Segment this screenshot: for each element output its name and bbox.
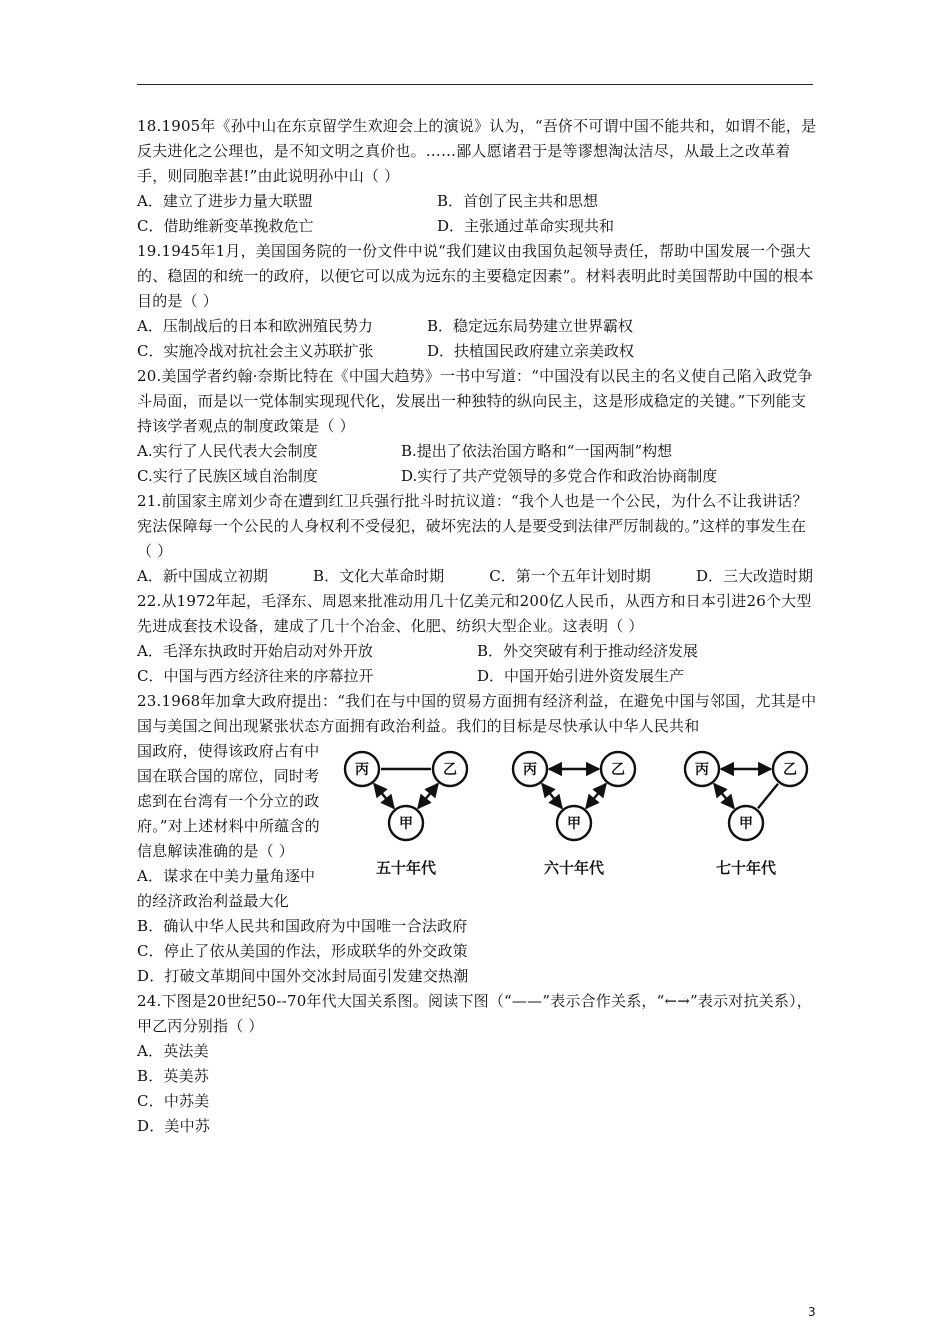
option-c[interactable]: C．借助维新变革挽救危亡 — [137, 217, 314, 235]
option-row — [137, 339, 817, 364]
option-a[interactable]: A．谋求在中美力量角逐中的经济政治利益最大化 — [137, 867, 316, 910]
option-d[interactable]: D．主张通过革命实现共和 — [437, 217, 615, 235]
option-d[interactable]: D．扶植国民政府建立亲美政权 — [427, 342, 635, 360]
panel-caption: 七十年代 — [715, 859, 777, 877]
option-row — [137, 189, 817, 214]
node-label: 丙 — [523, 762, 537, 778]
option-c[interactable]: C.实行了民族区域自治制度 — [137, 467, 318, 485]
confrontation-arrow — [418, 784, 438, 809]
option-d[interactable]: D．美中苏 — [137, 1117, 211, 1135]
option-a[interactable]: A．毛泽东执政时开始启动对外开放 — [137, 642, 373, 660]
page-content — [137, 114, 817, 1139]
node-label: 丙 — [355, 762, 369, 778]
relations-diagram — [330, 739, 797, 879]
option-d[interactable]: D．打破文革期间中国外交冰封局面引发建交热潮 — [137, 967, 469, 985]
question-stem: 21.前国家主席刘少奇在遭到红卫兵强行批斗时抗议道：“我个人也是一个公民，为什么不让我讲话？宪法保障每一个公民的人身权利不受侵犯，破坏宪法的人是要受到法律严厉制裁的。”这样的事发生在（ ） — [137, 492, 808, 560]
option-b[interactable]: B．外交突破有利于推动经济发展 — [477, 642, 699, 660]
option-b[interactable]: B.提出了依法治国方略和“一国两制”构想 — [401, 442, 673, 460]
node-label: 甲 — [399, 816, 413, 832]
option-a[interactable]: A．建立了进步力量大联盟 — [137, 192, 313, 210]
node-label: 乙 — [611, 762, 625, 778]
question-stem: 24.下图是20世纪50--70年代大国关系图。阅读下图（“——”表示合作关系，“←→”表示对抗关系），甲乙丙分别指（ ） — [137, 992, 812, 1035]
panel-caption: 五十年代 — [375, 859, 437, 877]
panel-caption: 六十年代 — [543, 859, 605, 877]
option-b[interactable]: B．确认中华人民共和国政府为中国唯一合法政府 — [137, 917, 468, 935]
question-21 — [137, 489, 817, 589]
question-19 — [137, 239, 817, 364]
option-b[interactable]: B．稳定远东局势建立世界霸权 — [427, 317, 634, 335]
option-c[interactable]: C．中国与西方经济往来的序幕拉开 — [137, 667, 374, 685]
question-23 — [137, 689, 817, 989]
option-d[interactable]: D.实行了共产党领导的多党合作和政治协商制度 — [401, 467, 718, 485]
option-a[interactable]: A．英法美 — [137, 1042, 209, 1060]
diagram-panel — [513, 752, 635, 877]
node-label: 甲 — [739, 816, 753, 832]
option-c[interactable]: C．实施冷战对抗社会主义苏联扩张 — [137, 342, 374, 360]
confrontation-arrow — [714, 784, 734, 809]
option-c[interactable]: C．第一个五年计划时期 — [489, 567, 651, 585]
option-a[interactable]: A．新中国成立初期 — [137, 567, 268, 585]
question-stem-side: 国政府，使得该政府占有中国在联合国的席位，同时考虑到在台湾有一个分立的政府。”对上述材料中所蕴含的信息解读准确的是（ ） — [137, 742, 320, 860]
diagram-panel — [685, 752, 807, 877]
question-18 — [137, 114, 817, 239]
node-label: 乙 — [443, 762, 457, 778]
option-row — [137, 464, 817, 489]
header-rule — [137, 84, 813, 85]
node-label: 丙 — [695, 762, 709, 778]
question-22 — [137, 589, 817, 689]
node-label: 甲 — [567, 816, 581, 832]
option-row — [137, 314, 817, 339]
option-a[interactable]: A．压制战后的日本和欧洲殖民势力 — [137, 317, 373, 335]
question-20 — [137, 364, 817, 489]
question-stem: 19.1945年1月，美国国务院的一份文件中说“我们建议由我国负起领导责任，帮助中国发展一个强大的、稳固的和统一的政府，以便它可以成为远东的主要稳定因素”。材料表明此时美国帮助中国的根本目的是（ ） — [137, 242, 814, 310]
option-c[interactable]: C．中苏美 — [137, 1092, 210, 1110]
page-number: 3 — [808, 1305, 816, 1319]
option-row — [137, 214, 817, 239]
option-a[interactable]: A.实行了人民代表大会制度 — [137, 442, 318, 460]
option-row — [137, 564, 813, 589]
question-stem: 18.1905年《孙中山在东京留学生欢迎会上的演说》认为，“吾侪不可谓中国不能共和，如谓不能，是反夫进化之公理也，是不知文明之真价也。……鄙人愿诸君于是等谬想淘汰洁尽，从最上之改革着手，则同胞幸甚!”由此说明孙中山（ ） — [137, 117, 817, 185]
confrontation-arrow — [374, 784, 394, 809]
option-b[interactable]: B．文化大革命时期 — [313, 567, 445, 585]
node-label: 乙 — [783, 762, 797, 778]
diagram-panel — [345, 752, 467, 877]
option-row — [137, 664, 817, 689]
option-b[interactable]: B．首创了民主共和思想 — [437, 192, 599, 210]
confrontation-arrow — [586, 784, 606, 809]
question-stem: 20.美国学者约翰·奈斯比特在《中国大趋势》一书中写道：“中国没有以民主的名义使自己陷入政党争斗局面，而是以一党体制实现现代化，发展出一种独特的纵向民主，这是形成稳定的关键。”下列能支持该学者观点的制度政策是（ ） — [137, 367, 813, 435]
question-stem: 23.1968年加拿大政府提出：“我们在与中国的贸易方面拥有经济利益，在避免中国与邻国，尤其是中国与美国之间出现紧张状态方面拥有政治利益。我们的目标是尽快承认中华人民共和 — [137, 692, 817, 735]
option-d[interactable]: D．三大改造时期 — [695, 567, 813, 585]
option-row — [137, 639, 817, 664]
confrontation-arrow — [542, 784, 562, 809]
question-stem: 22.从1972年起，毛泽东、周恩来批准动用几十亿美元和200亿人民币，从西方和日本引进26个大型先进成套技术设备，建成了几十个冶金、化肥、纺织大型企业。这表明（ ） — [137, 592, 812, 635]
option-c[interactable]: C．停止了依从美国的作法，形成联华的外交政策 — [137, 942, 468, 960]
option-b[interactable]: B．英美苏 — [137, 1067, 210, 1085]
side-text — [137, 739, 321, 914]
cooperation-line — [758, 784, 778, 809]
question-24 — [137, 989, 817, 1139]
option-d[interactable]: D．中国开始引进外资发展生产 — [477, 667, 685, 685]
option-row — [137, 439, 817, 464]
